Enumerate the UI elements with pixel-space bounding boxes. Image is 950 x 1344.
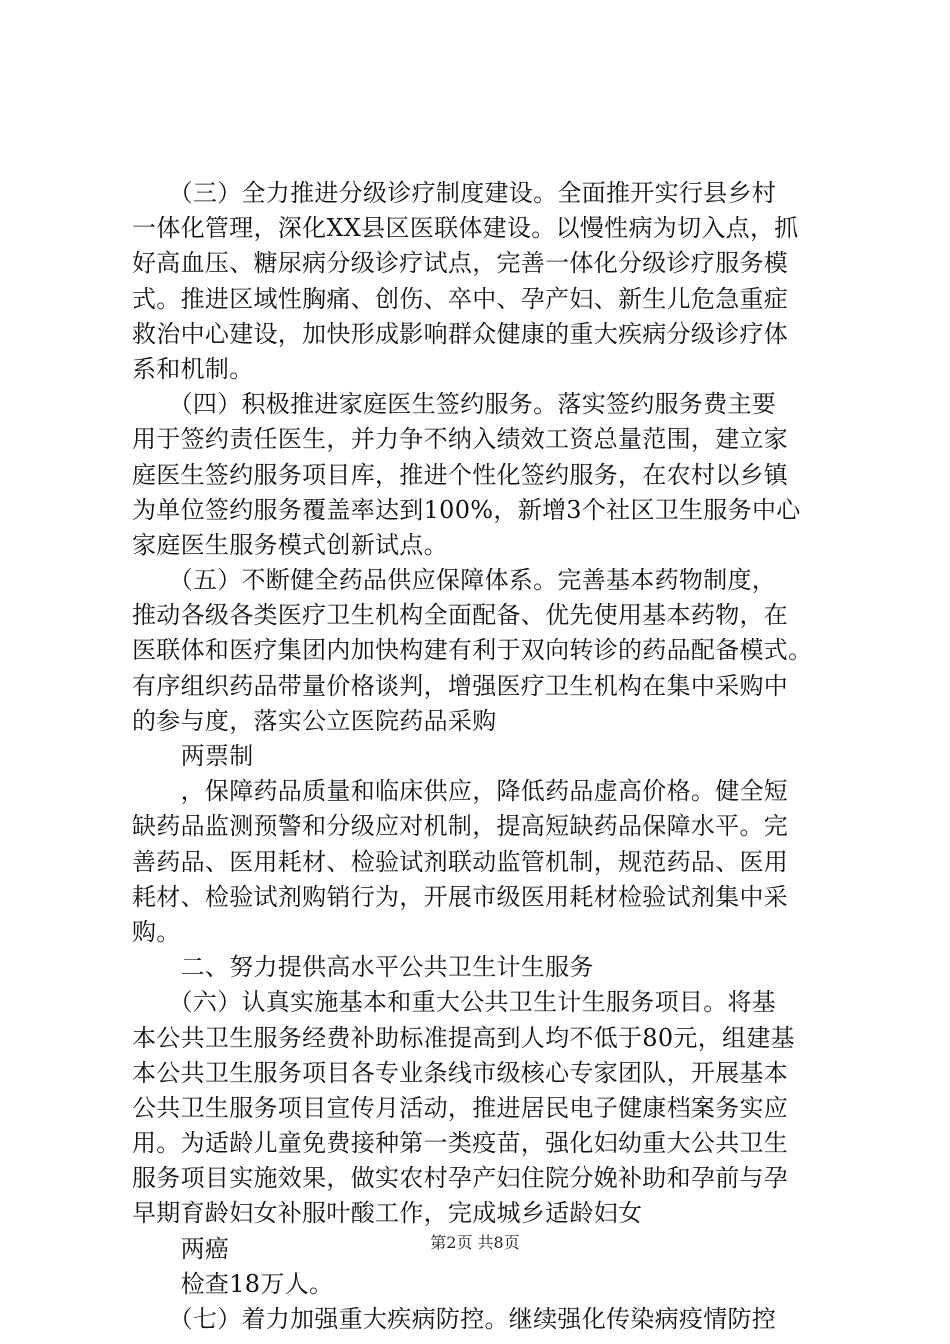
text-line: （五）不断健全药品供应保障体系。完善基本药物制度， <box>132 566 777 595</box>
page-number-footer: 第2页 共8页 <box>430 1233 520 1252</box>
text-line: 检查18万人。 <box>132 1269 334 1298</box>
text-line: （七）着力加强重大疾病防控。继续强化传染病疫情防控 <box>132 1305 777 1333</box>
text-line: 救治中心建设，加快形成影响群众健康的重大疾病分级诊疗体 <box>132 319 789 348</box>
text-line: 早期育龄妇女补服叶酸工作，完成城乡适龄妇女 <box>132 1199 643 1228</box>
text-line: 一体化管理，深化XX县区医联体建设。以慢性病为切入点，抓 <box>132 214 799 243</box>
text-line: 用。为适龄儿童免费接种第一类疫苗，强化妇幼重大公共卫生 <box>132 1129 789 1158</box>
text-line: 善药品、医用耗材、检验试剂联动监管机制，规范药品、医用 <box>132 847 789 876</box>
text-line: 用于签约责任医生，并力争不纳入绩效工资总量范围，建立家 <box>132 425 789 454</box>
text-line: ，保障药品质量和临床供应，降低药品虚高价格。健全短 <box>132 777 789 806</box>
text-line: 缺药品监测预警和分级应对机制，提高短缺药品保障水平。完 <box>132 812 789 841</box>
text-line: （四）积极推进家庭医生签约服务。落实签约服务费主要 <box>132 390 777 419</box>
text-line: 家庭医生服务模式创新试点。 <box>132 530 448 559</box>
text-line: 购。 <box>132 917 181 946</box>
text-line: 两癌 <box>132 1234 230 1263</box>
text-line: 耗材、检验试剂购销行为，开展市级医用耗材检验试剂集中采 <box>132 882 789 911</box>
text-line: 推动各级各类医疗卫生机构全面配备、优先使用基本药物，在 <box>132 601 789 630</box>
text-line: （六）认真实施基本和重大公共卫生计生服务项目。将基 <box>132 988 777 1017</box>
text-line: 本公共卫生服务经费补助标准提高到人均不低于80元，组建基 <box>132 1023 795 1052</box>
text-line: 有序组织药品带量价格谈判，增强医疗卫生机构在集中采购中 <box>132 671 789 700</box>
text-line: 为单位签约服务覆盖率达到100%，新增3个社区卫生服务中心 <box>132 495 801 524</box>
text-line: 系和机制。 <box>132 354 254 383</box>
text-line: 的参与度，落实公立医院药品采购 <box>132 706 497 735</box>
text-line: 两票制 <box>132 742 254 770</box>
text-line: 服务项目实施效果，做实农村孕产妇住院分娩补助和孕前与孕 <box>132 1164 789 1193</box>
text-line: 本公共卫生服务项目各专业条线市级核心专家团队，开展基本 <box>132 1058 789 1087</box>
text-line: （三）全力推进分级诊疗制度建设。全面推开实行县乡村 <box>132 179 777 207</box>
text-line: 公共卫生服务项目宣传月活动，推进居民电子健康档案务实应 <box>132 1093 789 1122</box>
text-line: 庭医生签约服务项目库，推进个性化签约服务，在农村以乡镇 <box>132 460 789 489</box>
text-line: 式。推进区域性胸痛、创伤、卒中、孕产妇、新生儿危急重症 <box>132 284 789 313</box>
text-line: 医联体和医疗集团内加快构建有利于双向转诊的药品配备模式。 <box>132 636 813 665</box>
document-body <box>132 176 832 1337</box>
section-heading: 二、努力提供高水平公共卫生计生服务 <box>132 953 594 982</box>
text-line: 好高血压、糖尿病分级诊疗试点，完善一体化分级诊疗服务模 <box>132 249 789 278</box>
